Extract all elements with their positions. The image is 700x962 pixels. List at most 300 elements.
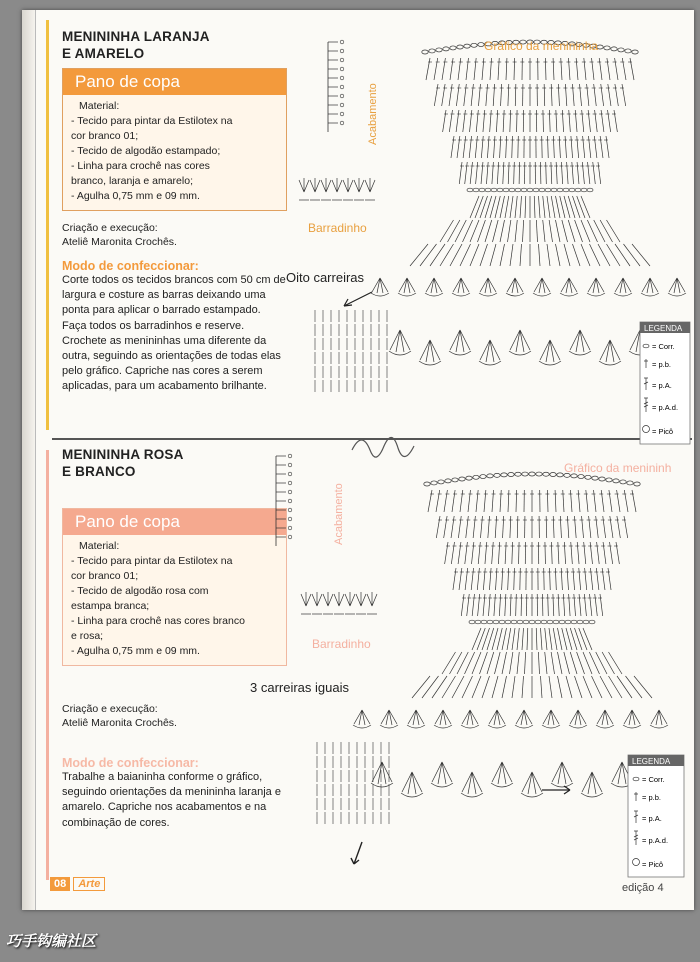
double-crochet — [499, 594, 500, 616]
double-crochet — [444, 490, 447, 512]
brand-logo: Arte — [73, 877, 105, 891]
chain-stitch — [473, 188, 479, 192]
chain-stitch — [499, 620, 505, 624]
double-crochet — [632, 490, 636, 512]
double-crochet — [490, 58, 492, 80]
title-line: E BRANCO — [62, 464, 136, 479]
fan-stitch — [599, 340, 621, 365]
double-crochet — [456, 84, 459, 106]
double-crochet — [461, 594, 464, 616]
double-crochet — [536, 220, 537, 242]
legend-item: = p.A.d. — [652, 403, 679, 412]
double-crochet — [516, 490, 517, 512]
double-crochet — [467, 594, 470, 616]
double-crochet — [608, 84, 611, 106]
double-crochet — [508, 220, 511, 242]
double-crochet — [494, 136, 495, 158]
double-crochet — [512, 136, 513, 158]
double-crochet — [505, 594, 506, 616]
shell-stitch — [668, 278, 686, 296]
double-crochet — [558, 628, 563, 650]
double-crochet — [599, 58, 602, 80]
chain-stitch — [545, 188, 551, 192]
chain-stitch — [583, 620, 589, 624]
shell-stitch — [461, 710, 479, 728]
double-crochet — [502, 652, 507, 674]
double-crochet — [507, 628, 511, 650]
double-crochet — [563, 490, 564, 512]
double-crochet — [584, 594, 586, 616]
edition-label: edição 4 — [622, 882, 664, 894]
double-crochet — [490, 110, 492, 132]
double-crochet — [553, 594, 554, 616]
material-item: - Agulha 0,75 mm e 09 mm. — [71, 190, 200, 202]
double-crochet — [463, 136, 466, 158]
double-crochet — [502, 676, 507, 698]
modo-text: Trabalhe a baianinha conforme o gráfico, seguindo orientações da menininha laranja e amarelo. Capriche nos acabamentos e na combinação de cores. — [62, 771, 281, 829]
double-crochet — [459, 568, 462, 590]
double-crochet — [556, 162, 557, 184]
modo-title: Modo de confeccionar: — [62, 259, 199, 273]
chain-stitch — [491, 188, 497, 192]
double-crochet — [555, 568, 556, 590]
chain-stitch — [429, 49, 435, 53]
barradinho-label: Barradinho — [312, 637, 371, 651]
double-crochet — [597, 542, 600, 564]
chain-stitch — [634, 482, 640, 486]
double-crochet — [573, 568, 575, 590]
double-crochet — [575, 110, 577, 132]
chain-stitch — [288, 526, 292, 530]
double-crochet — [506, 58, 507, 80]
chain-stitch — [480, 475, 486, 479]
chain-stitch — [340, 94, 344, 98]
double-crochet — [551, 196, 555, 218]
double-crochet — [582, 110, 584, 132]
double-crochet — [547, 244, 550, 266]
chain-stitch — [539, 188, 545, 192]
double-crochet — [478, 84, 480, 106]
double-crochet — [576, 58, 578, 80]
chain-stitch — [445, 479, 451, 483]
magazine-page — [22, 10, 694, 910]
double-crochet — [517, 652, 519, 674]
double-crochet — [600, 136, 603, 158]
chain-stitch — [527, 188, 533, 192]
double-crochet — [579, 594, 581, 616]
chain-stitch — [497, 188, 503, 192]
double-crochet — [517, 516, 518, 538]
double-crochet — [490, 244, 496, 266]
chain-stitch — [466, 476, 472, 480]
chain-stitch — [288, 535, 292, 539]
double-crochet — [505, 196, 509, 218]
double-crochet — [581, 244, 590, 266]
double-crochet — [588, 110, 590, 132]
double-crochet — [585, 568, 587, 590]
double-crochet — [603, 542, 606, 564]
fan-stitch — [371, 762, 393, 787]
shell-stitch — [425, 278, 443, 296]
double-crochet — [450, 652, 462, 674]
double-crochet — [510, 652, 513, 674]
chain-stitch — [288, 481, 292, 485]
double-crochet — [575, 676, 583, 698]
double-crochet — [580, 84, 582, 106]
double-crochet — [483, 568, 485, 590]
legend-item: = Picô — [652, 427, 674, 436]
double-crochet — [430, 244, 445, 266]
chain-stitch — [469, 620, 475, 624]
fan-stitch — [491, 762, 513, 787]
double-crochet — [595, 594, 598, 616]
double-crochet — [450, 58, 453, 80]
double-crochet — [458, 542, 461, 564]
barradinho-stitch — [367, 592, 377, 606]
double-crochet — [480, 652, 488, 674]
double-crochet — [556, 196, 561, 218]
double-crochet — [471, 84, 473, 106]
material-item: - Tecido de algodão estampado; — [71, 145, 221, 157]
double-crochet — [466, 58, 468, 80]
double-crochet — [512, 676, 515, 698]
double-crochet — [600, 594, 603, 616]
double-crochet — [497, 162, 498, 184]
double-crochet — [508, 84, 509, 106]
double-crochet — [484, 490, 486, 512]
double-crochet — [548, 594, 549, 616]
chain-stitch — [493, 620, 499, 624]
double-crochet — [594, 220, 605, 242]
double-crochet — [547, 196, 550, 218]
chain-stitch — [578, 475, 584, 479]
chain-stitch — [522, 472, 528, 476]
double-crochet — [571, 542, 573, 564]
double-crochet — [539, 244, 541, 266]
material-item: - Linha para crochê nas cores branco, laranja e amarelo; — [71, 160, 210, 187]
shell-stitch — [542, 710, 560, 728]
double-crochet — [616, 542, 619, 564]
double-crochet — [510, 196, 513, 218]
double-crochet — [584, 58, 586, 80]
double-crochet — [496, 110, 497, 132]
double-crochet — [458, 516, 461, 538]
double-crochet — [445, 542, 448, 564]
double-crochet — [500, 196, 505, 218]
barradinho-stitch — [323, 592, 333, 606]
double-crochet — [558, 542, 559, 564]
material-label: Material: — [79, 540, 120, 552]
double-crochet — [567, 162, 568, 184]
double-crochet — [565, 84, 566, 106]
grafico-label: Gráfico da menininh — [564, 461, 672, 475]
double-crochet — [590, 542, 592, 564]
double-crochet — [584, 542, 586, 564]
credit-line: Criação e execução: — [62, 222, 158, 234]
double-crochet — [470, 196, 479, 218]
chain-stitch — [340, 76, 344, 80]
double-crochet — [495, 516, 496, 538]
shell-stitch — [479, 278, 497, 296]
double-crochet — [598, 162, 601, 184]
modo-text: Corte todos os tecidos brancos com 50 cm de largura e costure as barras deixando uma ponta para aplicar o barrado estampado. Faça todos os barradinhos e reserve. Crochete as menininhas uma diferente da outra, seguindo as orientações de todas elas pelo gráfico. Capriche nas cores a serem aplicadas, para um acabamento brilhante. — [62, 274, 286, 393]
chain-stitch — [515, 188, 521, 192]
double-crochet — [460, 490, 463, 512]
double-crochet — [471, 568, 473, 590]
double-crochet — [501, 84, 502, 106]
fan-stitch — [401, 772, 423, 797]
legend-item: = Corr. — [642, 775, 665, 784]
double-crochet — [551, 542, 552, 564]
shell-stitch — [641, 278, 659, 296]
double-crochet — [606, 136, 609, 158]
chain-stitch — [288, 463, 292, 467]
double-crochet — [551, 652, 554, 674]
double-crochet — [449, 110, 452, 132]
double-crochet — [465, 162, 468, 184]
chain-stitch — [592, 476, 598, 480]
shell-stitch — [488, 710, 506, 728]
barradinho-stitch — [312, 592, 322, 606]
double-crochet — [550, 568, 551, 590]
double-crochet — [558, 84, 559, 106]
double-crochet — [522, 676, 524, 698]
double-crochet — [590, 568, 592, 590]
double-crochet — [617, 516, 620, 538]
chain-stitch — [479, 188, 485, 192]
double-crochet — [594, 136, 597, 158]
shell-stitch — [371, 278, 389, 296]
double-crochet — [563, 594, 564, 616]
double-crochet — [444, 516, 447, 538]
chain-stitch — [587, 188, 593, 192]
chain-stitch — [457, 45, 463, 49]
double-crochet — [422, 676, 439, 698]
chain-stitch — [487, 620, 493, 624]
double-crochet — [510, 516, 511, 538]
double-crochet — [496, 568, 497, 590]
chain-stitch — [523, 620, 529, 624]
double-crochet — [475, 136, 477, 158]
double-crochet — [543, 196, 545, 218]
material-item: - Agulha 0,75 mm e 09 mm. — [71, 645, 200, 657]
crochet-diagrams — [22, 10, 694, 910]
barradinho-stitch — [345, 592, 355, 606]
double-crochet — [420, 244, 437, 266]
double-crochet — [556, 244, 561, 266]
double-crochet — [448, 220, 460, 242]
double-crochet — [590, 594, 592, 616]
pano-title: Pano de copa — [63, 509, 286, 535]
chain-stitch — [620, 480, 626, 484]
chain-stitch — [563, 188, 569, 192]
double-crochet — [463, 110, 466, 132]
chain-stitch — [340, 121, 344, 125]
double-crochet — [624, 516, 628, 538]
double-crochet — [565, 136, 566, 158]
shell-stitch — [407, 710, 425, 728]
chain-stitch — [431, 481, 437, 485]
double-crochet — [483, 594, 485, 616]
double-crochet — [622, 84, 626, 106]
chain-stitch — [627, 481, 633, 485]
fan-stitch — [521, 772, 543, 797]
double-crochet — [582, 516, 584, 538]
double-crochet — [500, 490, 501, 512]
chain-stitch — [509, 188, 515, 192]
double-crochet — [488, 594, 490, 616]
double-crochet — [508, 490, 509, 512]
legend-item: = p.A. — [652, 381, 672, 390]
chain-stitch — [581, 188, 587, 192]
double-crochet — [630, 58, 634, 80]
double-crochet — [451, 136, 454, 158]
chain-stitch — [515, 472, 521, 476]
chain-stitch — [625, 49, 631, 53]
double-crochet — [465, 568, 468, 590]
double-crochet — [517, 628, 519, 650]
double-crochet — [475, 196, 483, 218]
double-crochet — [589, 516, 591, 538]
double-crochet — [451, 516, 454, 538]
material-item: - Tecido para pintar da Estilotex na cor branco 01; — [71, 555, 233, 582]
double-crochet — [546, 162, 547, 184]
double-crochet — [624, 490, 628, 512]
chain-stitch — [565, 620, 571, 624]
double-crochet — [477, 568, 479, 590]
double-crochet — [577, 136, 579, 158]
chain-stitch — [475, 620, 481, 624]
double-crochet — [573, 244, 581, 266]
legend-item: = p.b. — [652, 360, 671, 369]
double-crochet — [510, 110, 511, 132]
double-crochet — [608, 568, 611, 590]
chain-stitch — [604, 46, 610, 50]
watermark: 巧手钩编社区 — [6, 933, 97, 950]
fan-stitch — [581, 772, 603, 797]
double-crochet — [457, 136, 460, 158]
double-crochet — [555, 490, 556, 512]
double-crochet — [553, 516, 554, 538]
double-crochet — [503, 162, 504, 184]
double-crochet — [472, 628, 481, 650]
arrow-icon — [344, 292, 372, 306]
double-crochet — [472, 676, 481, 698]
double-crochet — [443, 110, 446, 132]
chain-stitch — [473, 475, 479, 479]
chain-stitch — [422, 50, 428, 54]
double-crochet — [594, 84, 597, 106]
legend-item: = p.A.d. — [642, 836, 669, 845]
double-crochet — [495, 196, 500, 218]
double-crochet — [624, 244, 641, 266]
double-crochet — [505, 542, 506, 564]
double-crochet — [500, 220, 505, 242]
double-crochet — [460, 244, 471, 266]
chain-stitch — [340, 67, 344, 71]
double-crochet — [607, 220, 621, 242]
double-crochet — [561, 568, 562, 590]
barradinho-stitch — [343, 178, 353, 192]
legend-item: = p.b. — [642, 793, 661, 802]
double-crochet — [468, 490, 470, 512]
double-crochet — [610, 542, 613, 564]
title-line: MENININHA ROSA — [62, 447, 184, 462]
double-crochet — [561, 162, 562, 184]
chain-stitch — [553, 620, 559, 624]
double-crochet — [549, 110, 550, 132]
double-crochet — [545, 628, 547, 650]
double-crochet — [588, 162, 590, 184]
double-crochet — [551, 84, 552, 106]
double-crochet — [476, 162, 478, 184]
double-crochet — [577, 652, 585, 674]
modo-title: Modo de confeccionar: — [62, 756, 199, 770]
chain-stitch — [481, 620, 487, 624]
shell-stitch — [614, 278, 632, 296]
double-crochet — [442, 84, 445, 106]
double-crochet — [519, 542, 520, 564]
double-crochet — [478, 594, 480, 616]
double-crochet — [527, 628, 528, 650]
legend-item: = p.A. — [642, 814, 662, 823]
double-crochet — [493, 84, 494, 106]
double-crochet — [545, 58, 546, 80]
double-crochet — [502, 568, 503, 590]
chain-stitch — [543, 472, 549, 476]
fan-stitch — [551, 762, 573, 787]
fan-stitch — [431, 762, 453, 787]
chain-stitch — [577, 620, 583, 624]
double-crochet — [593, 162, 596, 184]
chain-stitch — [501, 473, 507, 477]
double-crochet — [489, 568, 491, 590]
chain-stitch — [288, 472, 292, 476]
double-crochet — [442, 652, 456, 674]
double-crochet — [497, 628, 502, 650]
double-crochet — [412, 676, 430, 698]
fan-stitch — [569, 330, 591, 355]
chain-stitch — [471, 43, 477, 47]
shell-stitch — [515, 710, 533, 728]
double-crochet — [469, 136, 471, 158]
grafico-label: Gráfico da menininha — [484, 39, 599, 53]
double-crochet — [495, 652, 501, 674]
credit-line: Ateliê Maronita Crochês. — [62, 236, 177, 248]
double-crochet — [452, 490, 455, 512]
legend-item: = Corr. — [652, 342, 675, 351]
chain-stitch — [459, 477, 465, 481]
double-crochet — [567, 516, 568, 538]
double-crochet — [617, 676, 632, 698]
shell-stitch — [506, 278, 524, 296]
chain-stitch — [599, 477, 605, 481]
double-crochet — [572, 84, 574, 106]
double-crochet — [442, 58, 445, 80]
chain-stitch — [485, 188, 491, 192]
double-crochet — [434, 58, 438, 80]
shell-stitch — [587, 278, 605, 296]
double-crochet — [515, 84, 516, 106]
title-line: E AMARELO — [62, 46, 145, 61]
chain-stitch — [340, 49, 344, 53]
double-crochet — [592, 58, 594, 80]
double-crochet — [525, 652, 526, 674]
double-crochet — [596, 652, 607, 674]
chain-stitch — [467, 188, 473, 192]
chain-stitch — [505, 620, 511, 624]
double-crochet — [615, 84, 618, 106]
